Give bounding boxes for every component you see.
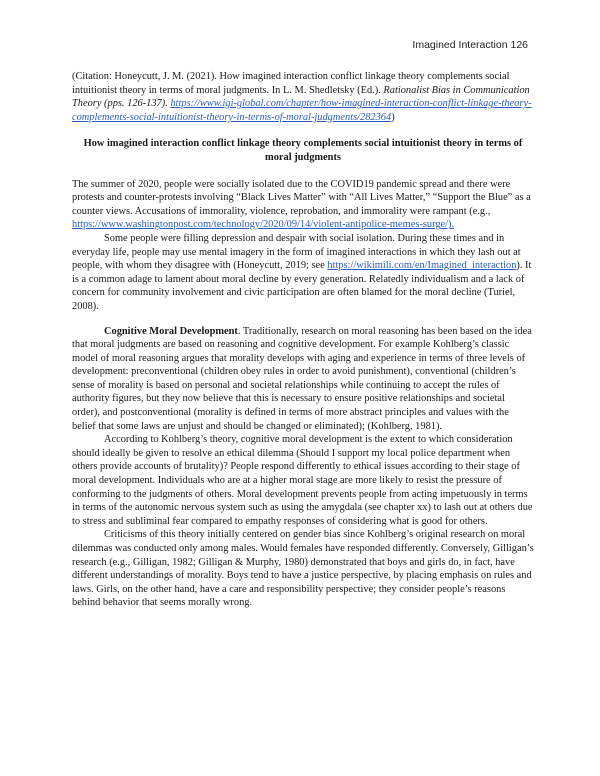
citation-text: (Citation: Honeycutt, J. M. (2021). How imagined interaction conflict linkage theory complements social intuitionist theory in terms of moral judgments. In L. M. Shedletsky (Ed.). — [72, 71, 510, 96]
paragraph-cognitive-text: . Traditionally, research on moral reasoning has been based on the idea that moral judgments are based on reasoning and cognitive development. For example Kohlberg’s classic model of moral reasoning argues that morality develops with aging and experience in terms of three levels of development: preconventional (children obey rules in order to avoid punishment), conventional (children’s sense of morality is based on personal and societal relationships while continuing to accept the rules of authority figures, but they now believe that this is necessary to ensure positive relationships and societal order), and postconventional (morality is defined in terms of more abstract principles and values with the belief that some laws are unjust and should be changed or eliminated); (Kohlberg, 1981). — [72, 325, 532, 432]
page-title: How imagined interaction conflict linkage theory complements social intuitionist theory in terms of moral judgments — [83, 138, 523, 163]
citation-suffix: ) — [391, 111, 395, 123]
citation-block — [72, 70, 534, 124]
paragraph-intro-text: The summer of 2020, people were socially isolated due to the COVID19 pandemic spread and there were protests and counter-protests involving “Black Lives Matter” with “All Lives Matter,” “Support the Blue” as a counter views. Accusations of immorality, violence, reprobation, and immorality were rampant (e.g., — [72, 178, 531, 217]
paragraph-isolation-tail: ). It is a common adage to lament about moral decline by every generation. Relatedly individualism and a lack of concern for community involvement and civic participation are often blamed for the moral decline (Turiel, 2008). — [72, 260, 532, 312]
citation-link[interactable]: https://www.igi-global.com/chapter/how-imagined-interaction-conflict-linkage-theory-complements-social-intuitionist-theory-in-terms-of-moral-judgments/282364 — [72, 98, 532, 123]
section-heading-cognitive-moral-development: Cognitive Moral Development — [104, 325, 238, 337]
washingtonpost-link[interactable]: https://www.washingtonpost.com/technology/2020/09/14/violent-antipolice-memes-surge/). — [72, 219, 455, 231]
paragraph-kohlberg-theory: According to Kohlberg’s theory, cognitive moral development is the extent to which consideration should ideally be given to resolve an ethical dilemma (Should I support my local police department when others provide accounts of brutality)? People respond differently to ethical issues according to their stage of moral development. Individuals who are at a higher moral stage are more likely to resist the pressure of conforming to the judgments of others. Moral development prevents people from acting impetuously in terms in terms of the autonomic nervous system such as using the amygdala (see chapter xx) to lash out at others due to stress and subliminal fear compared to empathy responses of considering what is good for others. — [72, 434, 533, 527]
wikimili-link[interactable]: https://wikimili.com/en/Imagined_interaction — [327, 260, 517, 272]
paragraph-intro — [72, 178, 534, 232]
paragraph-isolation-text: Some people were filling depression and despair with social isolation. During these times and in everyday life, people may use mental imagery in the form of imagined interactions in which they lash out at people, with whom they disagree with (Honeycutt, 2019; see — [72, 232, 521, 272]
paragraph-cognitive-moral-development — [72, 325, 534, 434]
citation-book-title: Rationalist Bias in Communication Theory (pps. 126-137). — [72, 84, 530, 110]
running-head: Imagined Interaction 126 — [412, 39, 528, 51]
document-body — [72, 70, 534, 610]
paragraph-isolation — [72, 232, 534, 314]
paragraph-criticisms: Criticisms of this theory initially centered on gender bias since Kohlberg’s original research on moral dilemmas was conducted only among males. Would females have responded differently. Conversely, Gilligan’s research (e.g., Gilligan, 1982; Gilligan & Murphy, 1980) demonstrated that boys and girls do, in fact, have different understandings of morality. Boys tend to have a justice perspective, by placing emphasis on rules and laws. Girls, on the other hand, have a care and responsibility perspective; they consider people’s reasons behind behavior that seems morally wrong. — [72, 529, 534, 609]
